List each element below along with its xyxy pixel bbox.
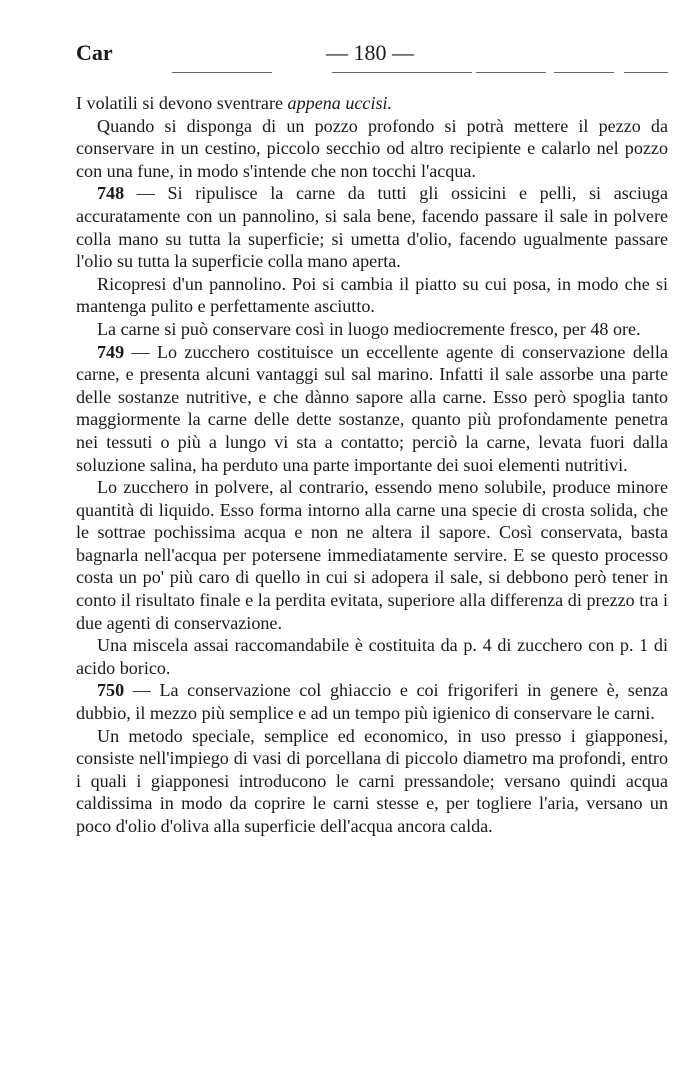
recipe-number: 748	[97, 183, 125, 204]
body-text	[76, 92, 668, 838]
header-rule	[554, 72, 614, 73]
recipe-number: 749	[97, 341, 125, 362]
paragraph-text: — La conservazione col ghiaccio e coi frigoriferi in genere è, senza dubbio, il mezzo più semplice e ad un tempo più igienico di conservare le carni.	[76, 680, 668, 724]
recipe-number: 750	[97, 680, 125, 701]
paragraph: Quando si disponga di un pozzo profondo si potrà mettere il pezzo da conservare in un cestino, piccolo secchio od altro recipiente e calarlo nel pozzo con una fune, in modo s'intende che non tocchi l'acqua.	[76, 115, 668, 181]
paragraph: Una miscela assai raccomandabile è costituita da p. 4 di zucchero con p. 1 di acido borico.	[76, 635, 668, 678]
paragraph-text: — Si ripulisce la carne da tutti gli ossicini e pelli, si asciuga accuratamente con un pannolino, si sala bene, facendo passare il sale in polvere colla mano su tutta la superficie; si umetta d'olio, facendo ugualmente passare l'olio su tutta la superficie colla mano aperta.	[76, 183, 668, 272]
running-header	[76, 36, 668, 76]
paragraph	[76, 92, 668, 115]
paragraph: La carne si può conservare così in luogo mediocremente fresco, per 48 ore.	[97, 318, 641, 339]
book-page	[76, 36, 668, 838]
paragraph	[76, 679, 668, 724]
paragraph: Ricopresi d'un pannolino. Poi si cambia il piatto su cui posa, in modo che si mantenga pulito e perfettamente asciutto.	[76, 273, 668, 317]
emphasis-text: appena uccisi.	[287, 93, 393, 113]
header-rule	[476, 72, 546, 73]
paragraph	[76, 182, 668, 272]
paragraph	[76, 341, 668, 477]
section-title: Car	[76, 40, 113, 65]
paragraph: Lo zucchero in polvere, al contrario, essendo meno solubile, produce minore quantità di liquido. Esso forma intorno alla carne una specie di crosta solida, che le sottrae pochissima acqua e non ne altera il sapore. Così conservata, basta bagnarla nell'acqua per potersene immediatamente servire. E se questo processo costa un po' più caro di quello in cui si adopera il sale, si debbono però tener in conto il risultato finale e la perdita evitata, superiore alla differenza di prezzo tra i due agenti di conservazione.	[76, 477, 668, 633]
header-rule	[332, 72, 472, 73]
paragraph-text: I volatili si devono sventrare	[76, 93, 288, 113]
paragraph: Un metodo speciale, semplice ed economico, in uso presso i giapponesi, consiste nell'impiego di vasi di porcellana di piccolo diametro ma profondi, entro i quali i giapponesi introducono le carni pressandole; versano quindi acqua caldissima in modo da coprire le carni stesse e, per togliere l'aria, versano un poco d'olio d'oliva alla superficie dell'acqua ancora calda.	[76, 725, 668, 836]
header-rule	[172, 72, 272, 73]
paragraph-text: — Lo zucchero costituisce un eccellente agente di conservazione della carne, e presenta alcuni vantaggi sul sal marino. Infatti il sale assorbe una parte delle sostanze nutritive, e che dànno sapore alla carne. Esso però spoglia tanto maggiormente la carne delle dette sostanze, quanto più profondamente penetra nei tessuti o più a lungo vi sta a contatto; perciò la carne, levata fuori dalla soluzione salina, ha perduto una parte importante dei suoi elementi nutritivi.	[76, 341, 668, 475]
header-rule	[624, 72, 668, 73]
page-number: — 180 —	[326, 40, 414, 65]
